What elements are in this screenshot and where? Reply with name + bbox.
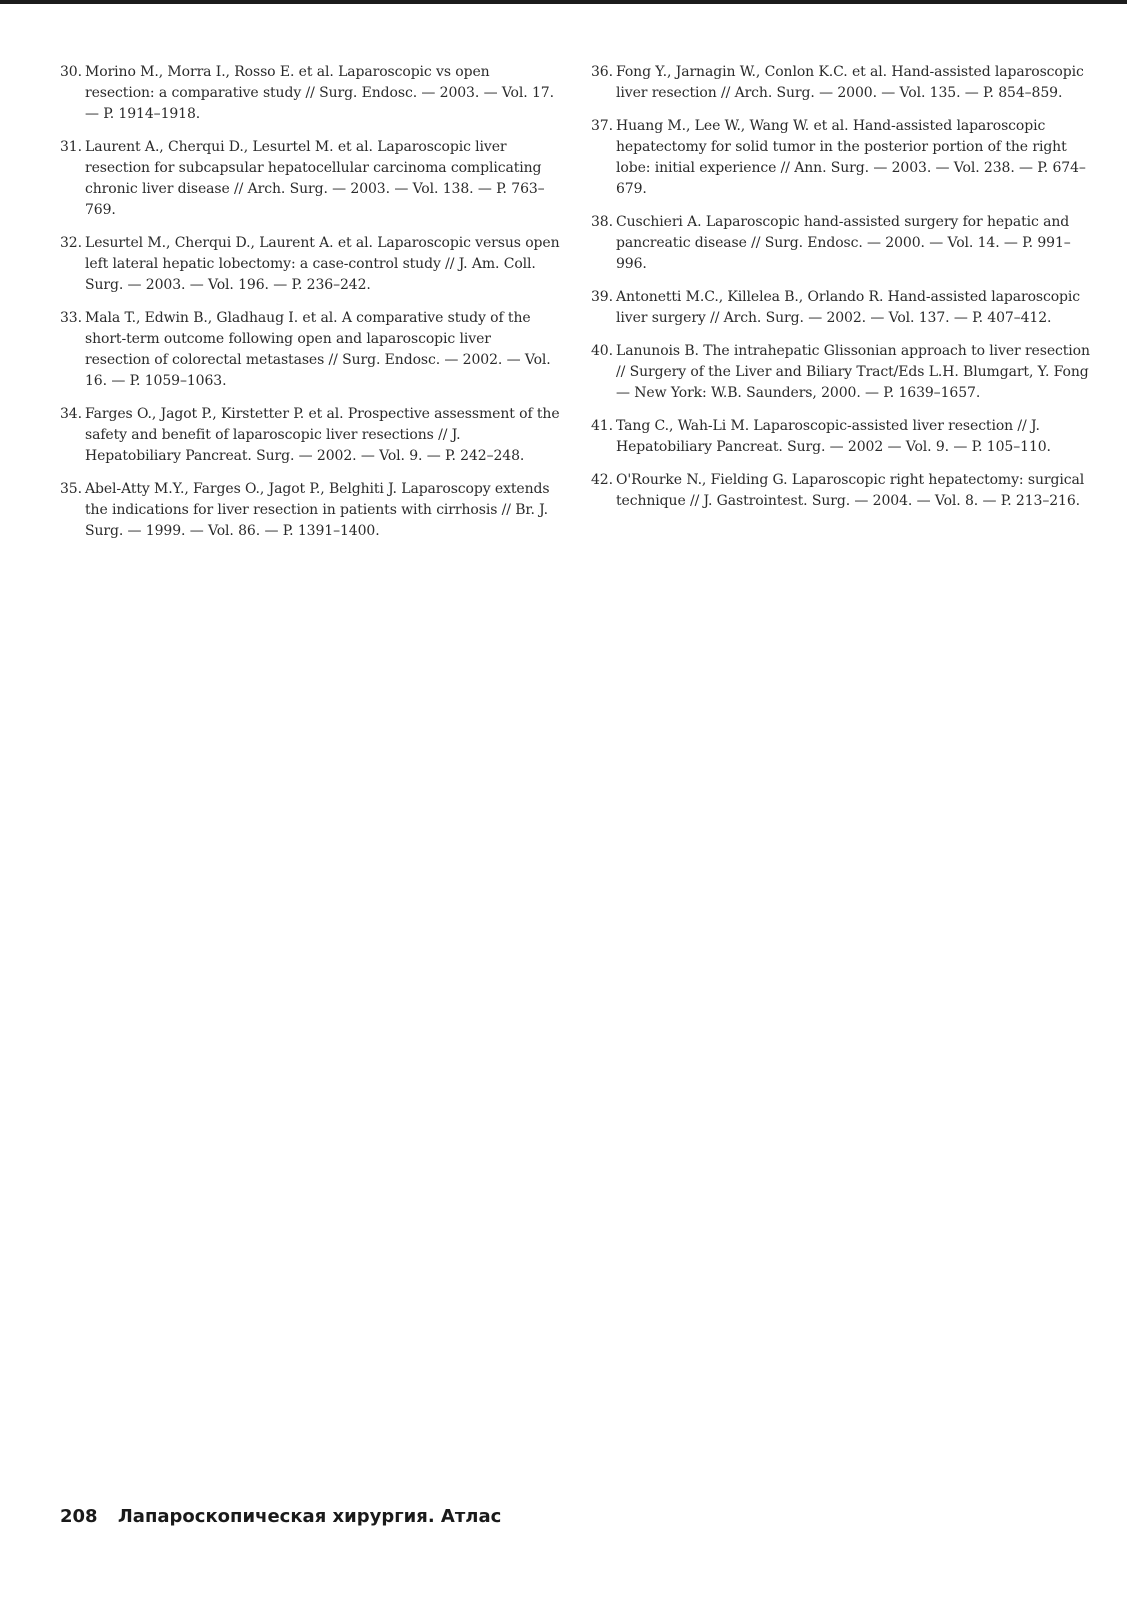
reference-item — [591, 116, 1091, 200]
page-number: 208 — [60, 1506, 98, 1527]
reference-item — [60, 479, 560, 542]
reference-item — [60, 308, 560, 392]
reference-text: Lanunois B. The intrahepatic Glissonian approach to liver resection // Surgery of the Liver and Biliary Tract/Eds L.H. Blumgart, Y. Fong — New York: W.B. Saunders, 2000. — P. 1639–1657. — [616, 343, 1090, 401]
reference-item — [591, 416, 1091, 458]
reference-number: 36. — [591, 64, 613, 80]
reference-number: 40. — [591, 343, 613, 359]
book-title: Лапароскопическая хирургия. Атлас — [117, 1506, 502, 1527]
reference-number: 38. — [591, 214, 613, 230]
reference-item — [591, 470, 1091, 512]
reference-number: 39. — [591, 289, 613, 305]
page-footer — [60, 1506, 501, 1527]
reference-item — [60, 233, 560, 296]
reference-text: Mala T., Edwin B., Gladhaug I. et al. A comparative study of the short-term outcome following open and laparoscopic liver resection of colorectal metastases // Surg. Endosc. — 2002. — Vol. 16. — P. 1059–1063. — [85, 310, 551, 389]
reference-text: Cuschieri A. Laparoscopic hand-assisted surgery for hepatic and pancreatic disease // Surg. Endosc. — 2000. — Vol. 14. — P. 991–996. — [616, 214, 1071, 272]
reference-text: Tang C., Wah-Li M. Laparoscopic-assisted liver resection // J. Hepatobiliary Pancreat. Surg. — 2002 — Vol. 9. — P. 105–110. — [616, 418, 1051, 455]
references-right-column — [591, 62, 1091, 524]
reference-item — [60, 137, 560, 221]
reference-item — [60, 404, 560, 467]
top-rule — [0, 0, 1127, 4]
reference-text: Laurent A., Cherqui D., Lesurtel M. et al. Laparoscopic liver resection for subcapsular hepatocellular carcinoma complicating chronic liver disease // Arch. Surg. — 2003. — Vol. 138. — P. 763–769. — [85, 139, 545, 218]
reference-number: 32. — [60, 235, 82, 251]
reference-text: Abel-Atty M.Y., Farges O., Jagot P., Belghiti J. Laparoscopy extends the indications for liver resection in patients with cirrhosis // Br. J. Surg. — 1999. — Vol. 86. — P. 1391–1400. — [85, 481, 550, 539]
reference-item — [591, 287, 1091, 329]
reference-number: 37. — [591, 118, 613, 134]
reference-item — [591, 341, 1091, 404]
reference-number: 41. — [591, 418, 613, 434]
reference-number: 33. — [60, 310, 82, 326]
reference-number: 42. — [591, 472, 613, 488]
reference-text: Morino M., Morra I., Rosso E. et al. Laparoscopic vs open resection: a comparative study // Surg. Endosc. — 2003. — Vol. 17. — P. 1914–1918. — [85, 64, 554, 122]
reference-text: Antonetti M.C., Killelea B., Orlando R. Hand-assisted laparoscopic liver surgery // Arch. Surg. — 2002. — Vol. 137. — P. 407–412. — [616, 289, 1081, 326]
references-left-column — [60, 62, 560, 554]
reference-text: O'Rourke N., Fielding G. Laparoscopic right hepatectomy: surgical technique // J. Gastrointest. Surg. — 2004. — Vol. 8. — P. 213–216. — [616, 472, 1085, 509]
reference-text: Huang M., Lee W., Wang W. et al. Hand-assisted laparoscopic hepatectomy for solid tumor in the posterior portion of the right lobe: initial experience // Ann. Surg. — 2003. — Vol. 238. — P. 674–679. — [616, 118, 1086, 197]
reference-item — [591, 62, 1091, 104]
reference-item — [591, 212, 1091, 275]
reference-number: 35. — [60, 481, 82, 497]
reference-number: 31. — [60, 139, 82, 155]
reference-text: Fong Y., Jarnagin W., Conlon K.C. et al. Hand-assisted laparoscopic liver resection // Arch. Surg. — 2000. — Vol. 135. — P. 854–859. — [616, 64, 1084, 101]
reference-number: 30. — [60, 64, 82, 80]
reference-text: Lesurtel M., Cherqui D., Laurent A. et al. Laparoscopic versus open left lateral hepatic lobectomy: a case-control study // J. Am. Coll. Surg. — 2003. — Vol. 196. — P. 236–242. — [85, 235, 560, 293]
reference-text: Farges O., Jagot P., Kirstetter P. et al. Prospective assessment of the safety and benefit of laparoscopic liver resections // J. Hepatobiliary Pancreat. Surg. — 2002. — Vol. 9. — P. 242–248. — [85, 406, 560, 464]
reference-item — [60, 62, 560, 125]
reference-number: 34. — [60, 406, 82, 422]
